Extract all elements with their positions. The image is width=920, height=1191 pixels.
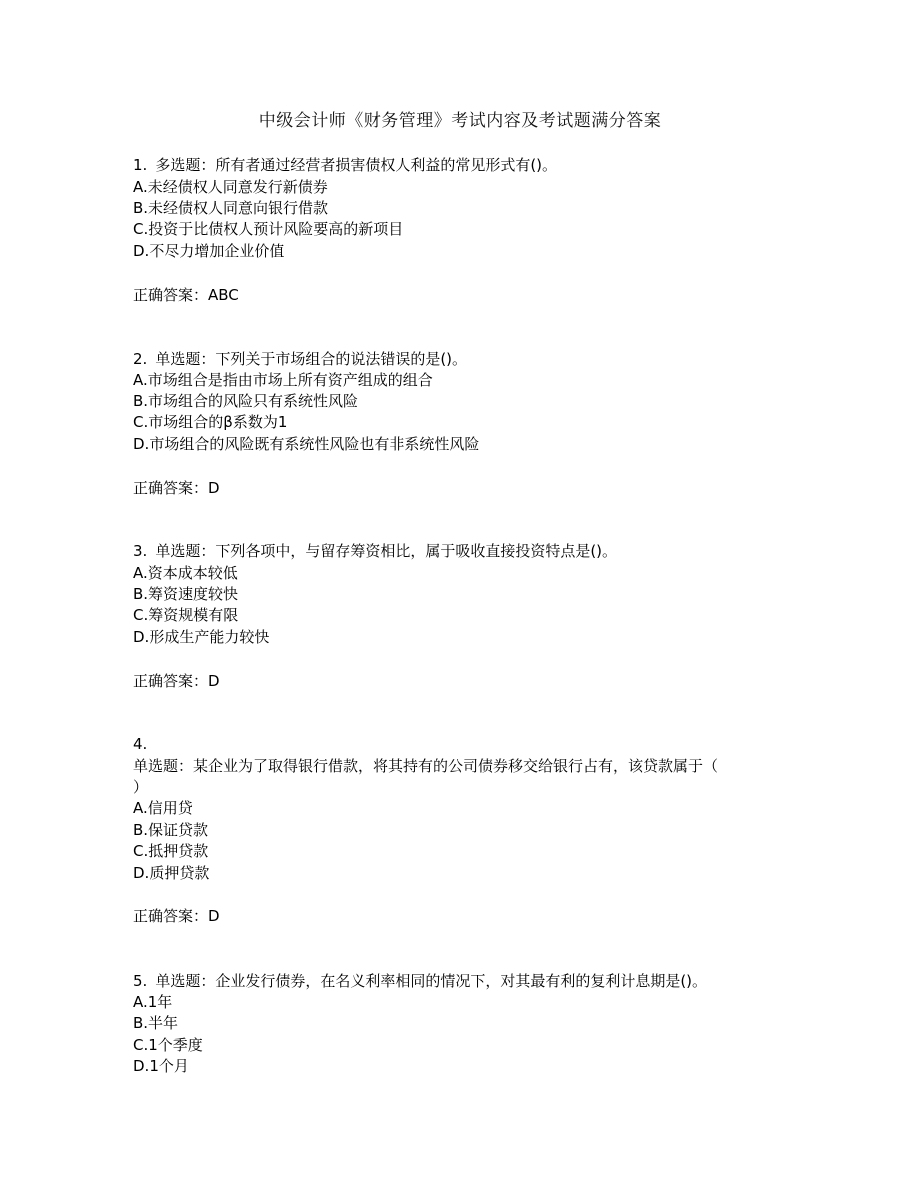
question-2-stem <box>133 349 467 369</box>
question-text: 下列关于市场组合的说法错误的是()。 <box>215 350 468 368</box>
question-4-stem <box>133 756 718 776</box>
question-type: 多选题： <box>155 156 216 174</box>
question-3-stem <box>133 541 617 561</box>
question-type: 单选题： <box>133 757 194 775</box>
question-1-stem <box>133 155 557 175</box>
question-5-option-a: A.1年 <box>133 993 173 1011</box>
question-5-option-d: D.1个月 <box>133 1057 189 1075</box>
question-1-option-c: C.投资于比债权人预计风险要高的新项目 <box>133 220 404 238</box>
question-number: 2. <box>133 350 148 368</box>
question-text: 企业发行债券，在名义利率相同的情况下，对其最有利的复利计息期是()。 <box>215 972 708 990</box>
question-2-option-b: B.市场组合的风险只有系统性风险 <box>133 392 359 410</box>
question-5-option-c: C.1个季度 <box>133 1036 203 1054</box>
page-title: 中级会计师《财务管理》考试内容及考试题满分答案 <box>258 111 662 131</box>
question-5-option-b: B.半年 <box>133 1014 179 1032</box>
answer-label: 正确答案： <box>133 907 209 925</box>
question-2-answer <box>133 478 220 498</box>
answer-label: 正确答案： <box>133 479 209 497</box>
question-2-option-c: C.市场组合的β系数为1 <box>133 413 288 431</box>
question-number: 5. <box>133 972 148 990</box>
question-type: 单选题： <box>155 350 216 368</box>
question-3-option-b: B.筹资速度较快 <box>133 585 239 603</box>
question-text: 某企业为了取得银行借款，将其持有的公司债券移交给银行占有，该贷款属于（ <box>193 757 719 775</box>
question-4-option-d: D.质押贷款 <box>133 864 210 882</box>
answer-label: 正确答案： <box>133 672 209 690</box>
question-type: 单选题： <box>155 542 216 560</box>
question-1-option-d: D.不尽力增加企业价值 <box>133 242 285 260</box>
answer-value: D <box>208 479 220 497</box>
question-3-answer <box>133 671 220 691</box>
question-2-option-d: D.市场组合的风险既有系统性风险也有非系统性风险 <box>133 435 480 453</box>
question-1-answer <box>133 285 239 305</box>
answer-value: D <box>208 672 220 690</box>
question-4-option-b: B.保证贷款 <box>133 821 209 839</box>
question-number: 3. <box>133 542 148 560</box>
question-4-option-a: A.信用贷 <box>133 799 193 817</box>
question-text: 下列各项中，与留存筹资相比，属于吸收直接投资特点是()。 <box>215 542 618 560</box>
question-text: 所有者通过经营者损害债权人利益的常见形式有()。 <box>215 156 558 174</box>
question-1-option-b: B.未经债权人同意向银行借款 <box>133 199 329 217</box>
question-4-stem-continued: ） <box>133 778 149 796</box>
answer-label: 正确答案： <box>133 286 209 304</box>
question-5-stem <box>133 971 707 991</box>
question-3-option-a: A.资本成本较低 <box>133 564 238 582</box>
question-3-option-d: D.形成生产能力较快 <box>133 628 270 646</box>
question-2-option-a: A.市场组合是指由市场上所有资产组成的组合 <box>133 371 433 389</box>
question-4-number: 4. <box>133 735 148 753</box>
answer-value: D <box>208 907 220 925</box>
question-3-option-c: C.筹资规模有限 <box>133 606 239 624</box>
question-type: 单选题： <box>155 972 216 990</box>
question-number: 1. <box>133 156 148 174</box>
question-4-option-c: C.抵押贷款 <box>133 842 209 860</box>
question-4-answer <box>133 906 220 926</box>
question-1-option-a: A.未经债权人同意发行新债券 <box>133 178 328 196</box>
answer-value: ABC <box>208 286 239 304</box>
